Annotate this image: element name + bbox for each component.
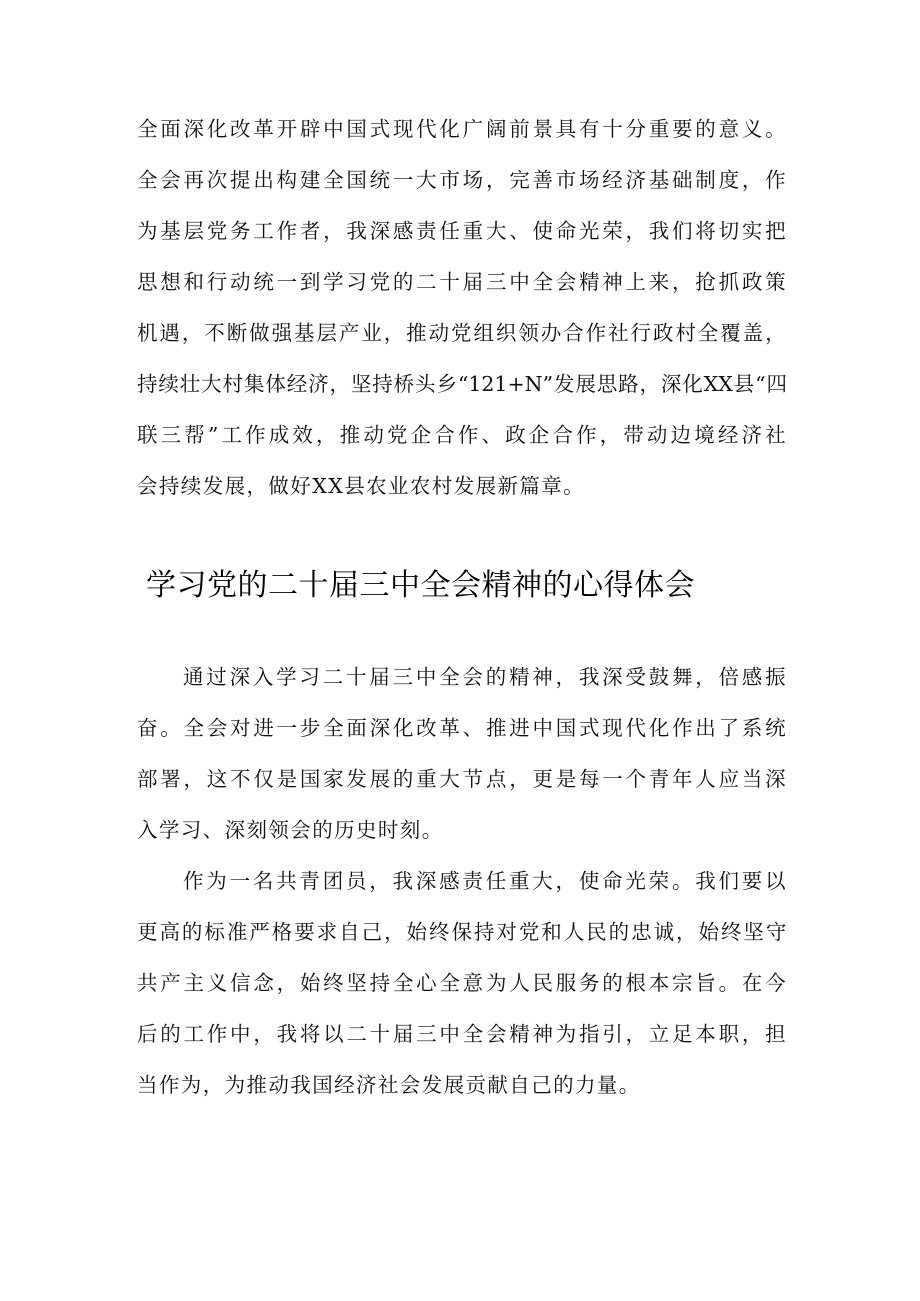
paragraph-2-line: 后的工作中，我将以二十届三中全会精神为指引，立足本职，担 xyxy=(137,1022,787,1046)
text-line: 联三帮”工作成效，推动党企合作、政企合作，带动边境经济社 xyxy=(137,423,787,447)
paragraph-1-line: 通过深入学习二十届三中全会的精神，我深受鼓舞，倍感振 xyxy=(183,665,787,689)
paragraph-2-line: 作为一名共青团员，我深感责任重大，使命光荣。我们要以 xyxy=(183,869,787,893)
text-line: 全面深化改革开辟中国式现代化广阔前景具有十分重要的意义。 xyxy=(137,117,787,141)
paragraph-1-line: 入学习、深刻领会的历史时刻。 xyxy=(137,818,444,842)
text-line: 全会再次提出构建全国统一大市场，完善市场经济基础制度，作 xyxy=(137,168,787,192)
paragraph-2-line: 共产主义信念，始终坚持全心全意为人民服务的根本宗旨。在今 xyxy=(137,971,787,995)
text-line: 机遇，不断做强基层产业，推动党组织领办合作社行政村全覆盖， xyxy=(137,321,787,345)
text-line: 思想和行动统一到学习党的二十届三中全会精神上来，抢抓政策 xyxy=(137,270,787,294)
paragraph-1-line: 奋。全会对进一步全面深化改革、推进中国式现代化作出了系统 xyxy=(137,716,787,740)
section-title: 学习党的二十届三中全会精神的心得体会 xyxy=(146,568,695,603)
text-line: 为基层党务工作者，我深感责任重大、使命光荣，我们将切实把 xyxy=(137,219,787,243)
paragraph-2-line: 更高的标准严格要求自己，始终保持对党和人民的忠诚，始终坚守 xyxy=(137,920,787,944)
paragraph-1-line: 部署，这不仅是国家发展的重大节点，更是每一个青年人应当深 xyxy=(137,767,787,791)
paragraph-2-line: 当作为，为推动我国经济社会发展贡献自己的力量。 xyxy=(137,1073,641,1097)
text-line: 持续壮大村集体经济，坚持桥头乡“121+N”发展思路，深化XX县“四 xyxy=(137,372,787,396)
text-line: 会持续发展，做好XX县农业农村发展新篇章。 xyxy=(137,474,586,498)
body-text-section-1 xyxy=(137,104,787,512)
body-text-section-2 xyxy=(137,652,787,1111)
